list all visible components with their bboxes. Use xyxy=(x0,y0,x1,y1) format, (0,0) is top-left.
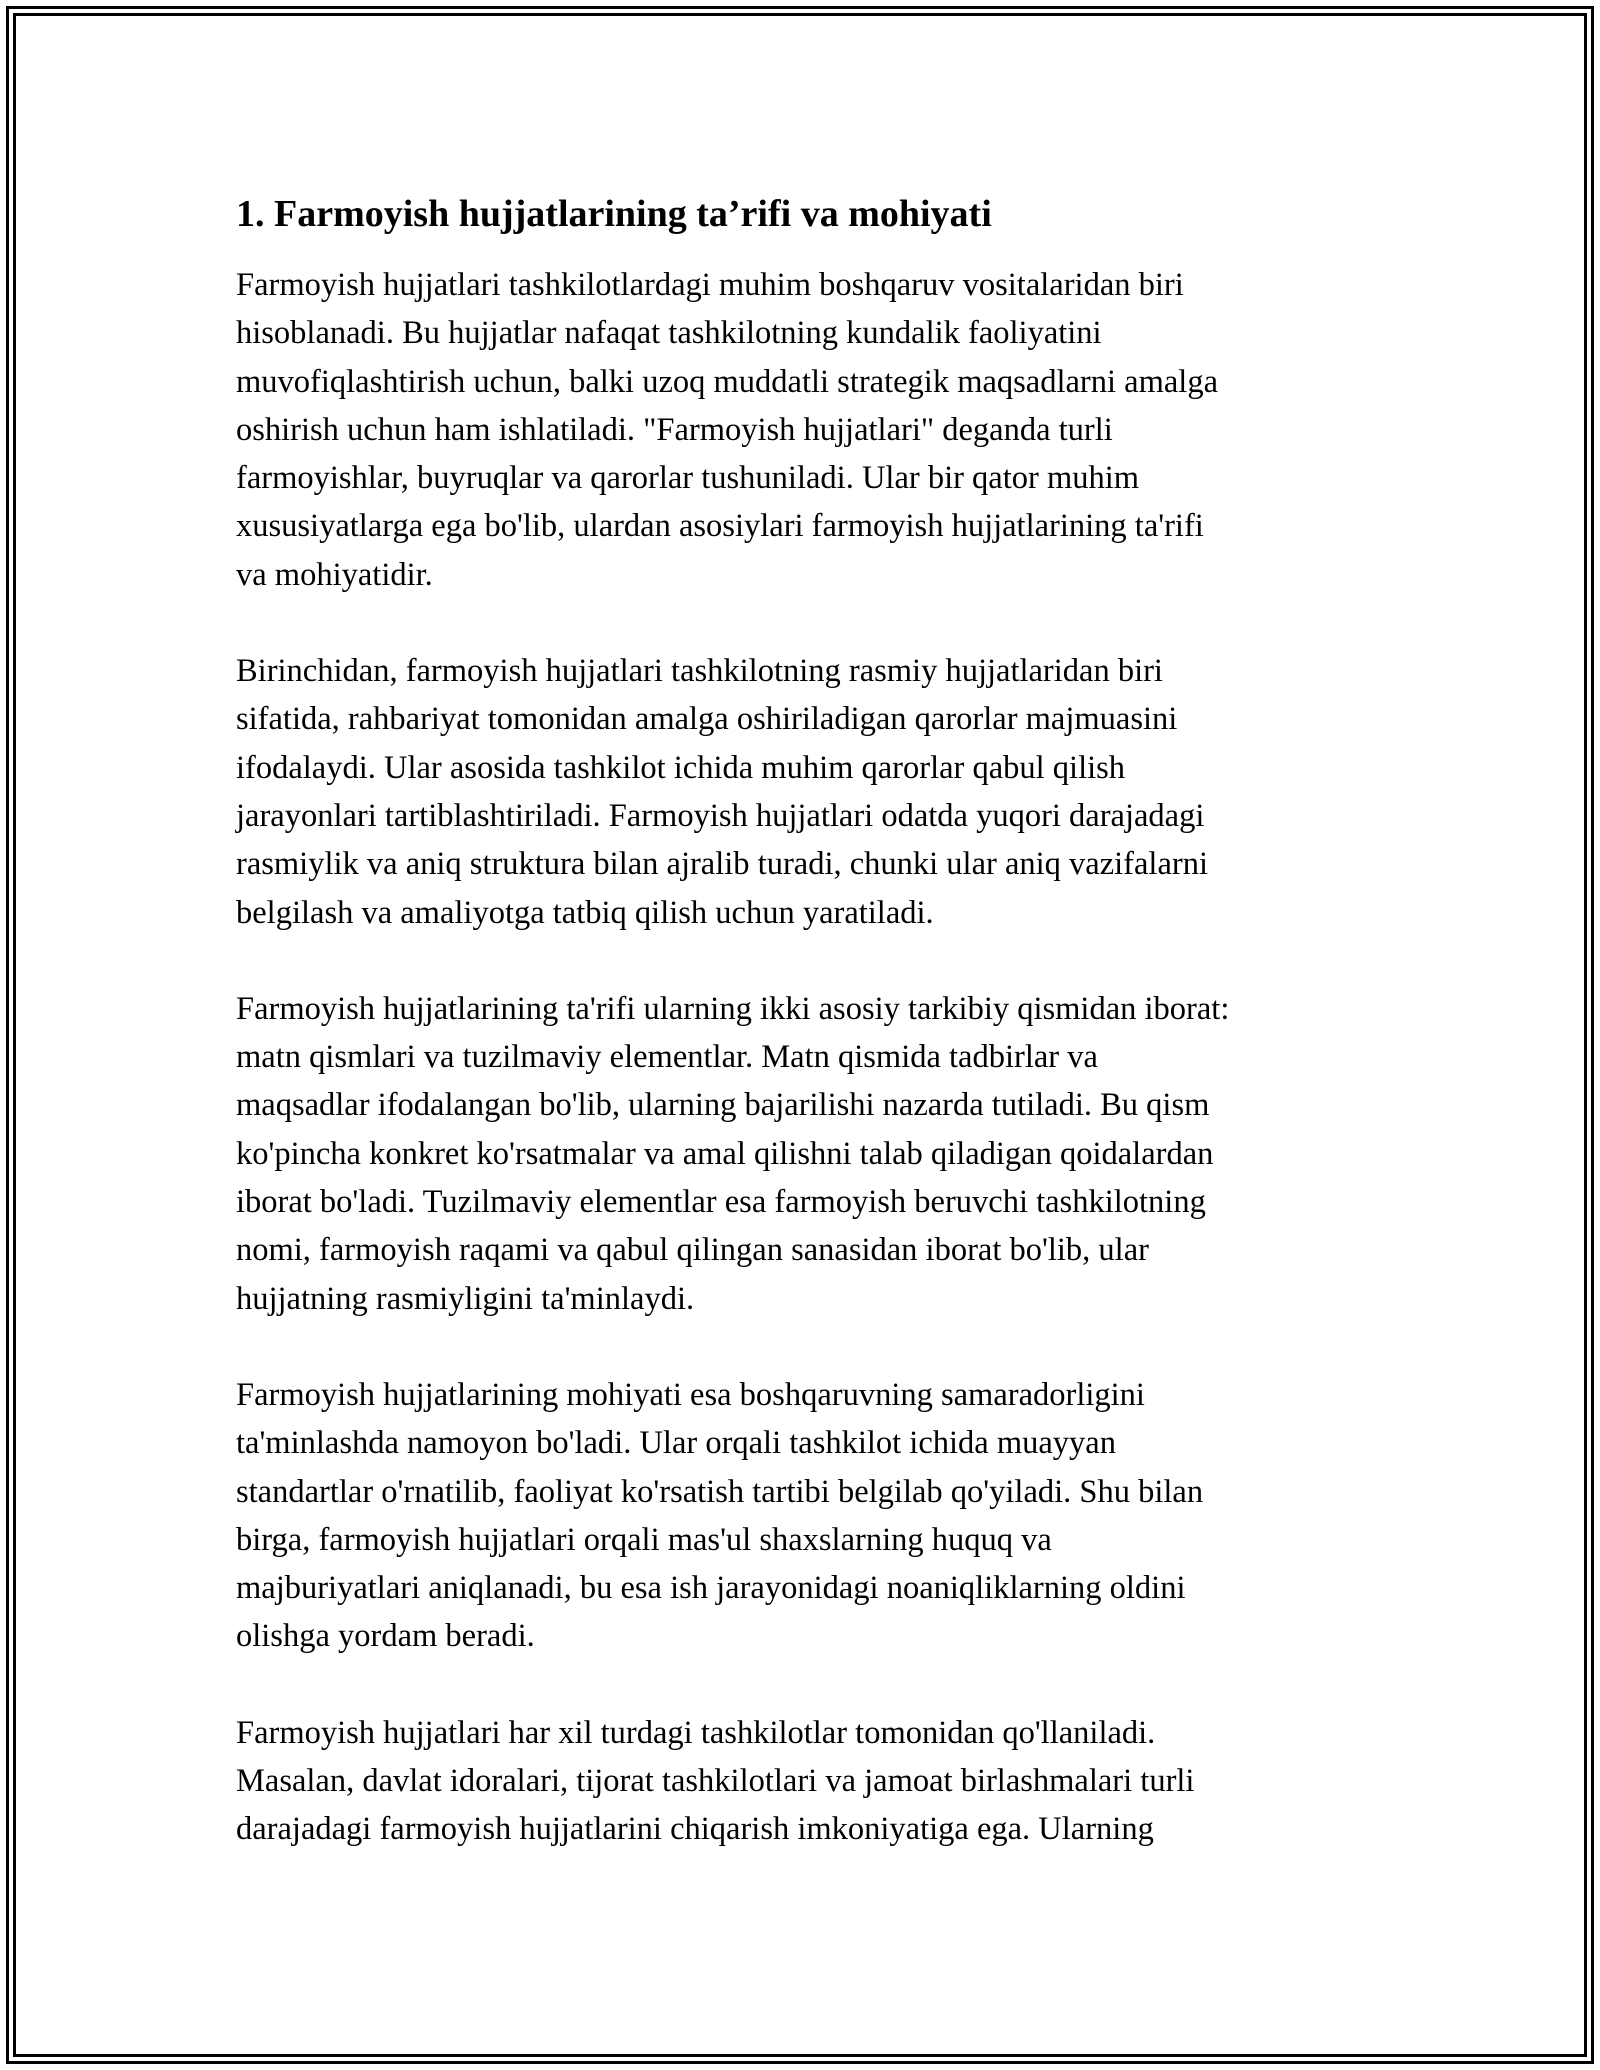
text-line: nomi, farmoyish raqami va qabul qilingan sanasidan iborat bo'lib, ular xyxy=(236,1232,1149,1269)
text-line: oshirish uchun ham ishlatiladi. "Farmoyish hujjatlari" deganda turli xyxy=(236,411,1113,448)
text-line: majburiyatlari aniqlanadi, bu esa ish jarayonidagi noaniqliklarning oldini xyxy=(236,1570,1186,1607)
text-line: Farmoyish hujjatlarining mohiyati esa boshqaruvning samaradorligini xyxy=(236,1376,1145,1413)
text-line: jarayonlari tartiblashtiriladi. Farmoyish hujjatlari odatda yuqori darajadagi xyxy=(236,797,1205,834)
paragraph xyxy=(236,261,1364,599)
text-line: maqsadlar ifodalangan bo'lib, ularning bajarilishi nazarda tutiladi. Bu qism xyxy=(236,1087,1210,1124)
text-line: ta'minlashda namoyon bo'ladi. Ular orqali tashkilot ichida muayyan xyxy=(236,1425,1116,1462)
text-line: Birinchidan, farmoyish hujjatlari tashkilotning rasmiy hujjatlaridan biri xyxy=(236,653,1163,690)
text-line: belgilash va amaliyotga tatbiq qilish uchun yaratiladi. xyxy=(236,894,934,931)
text-line: ifodalaydi. Ular asosida tashkilot ichida muhim qarorlar qabul qilish xyxy=(236,749,1126,786)
text-line: matn qismlari va tuzilmaviy elementlar. Matn qismida tadbirlar va xyxy=(236,1039,1098,1076)
text-line: xususiyatlarga ega bo'lib, ulardan asosiylari farmoyish hujjatlarining ta'rifi xyxy=(236,508,1204,545)
text-line: darajadagi farmoyish hujjatlarini chiqarish imkoniyatiga ega. Ularning xyxy=(236,1811,1154,1848)
text-line: sifatida, rahbariyat tomonidan amalga oshiriladigan qarorlar majmuasini xyxy=(236,701,1178,738)
document-body xyxy=(236,186,1364,1854)
paragraph xyxy=(236,1709,1364,1854)
text-line: rasmiylik va aniq struktura bilan ajralib turadi, chunki ular aniq vazifalarni xyxy=(236,846,1208,883)
text-line: iborat bo'ladi. Tuzilmaviy elementlar esa farmoyish beruvchi tashkilotning xyxy=(236,1184,1206,1221)
text-line: farmoyishlar, buyruqlar va qarorlar tushuniladi. Ular bir qator muhim xyxy=(236,460,1140,497)
text-line: Farmoyish hujjatlarining ta'rifi ularning ikki asosiy tarkibiy qismidan iborat: xyxy=(236,990,1230,1027)
section-heading: 1. Farmoyish hujjatlarining ta’rifi va mohiyati xyxy=(236,193,992,235)
text-line: ko'pincha konkret ko'rsatmalar va amal qilishni talab qiladigan qoidalardan xyxy=(236,1135,1214,1172)
text-line: olishga yordam beradi. xyxy=(236,1618,535,1655)
text-line: muvofiqlashtirish uchun, balki uzoq muddatli strategik maqsadlarni amalga xyxy=(236,363,1218,400)
text-line: hisoblanadi. Bu hujjatlar nafaqat tashkilotning kundalik faoliyatini xyxy=(236,315,1102,352)
text-line: Masalan, davlat idoralari, tijorat tashkilotlari va jamoat birlashmalari turli xyxy=(236,1763,1195,1800)
text-line: birga, farmoyish hujjatlari orqali mas'ul shaxslarning huquq va xyxy=(236,1521,1052,1558)
text-line: va mohiyatidir. xyxy=(236,556,433,593)
paragraph xyxy=(236,985,1364,1323)
text-line: standartlar o'rnatilib, faoliyat ko'rsatish tartibi belgilab qo'yiladi. Shu bilan xyxy=(236,1473,1204,1510)
paragraph xyxy=(236,647,1364,937)
text-line: hujjatning rasmiyligini ta'minlaydi. xyxy=(236,1280,695,1317)
paragraph xyxy=(236,1371,1364,1661)
text-line: Farmoyish hujjatlari har xil turdagi tashkilotlar tomonidan qo'llaniladi. xyxy=(236,1714,1156,1751)
text-line: Farmoyish hujjatlari tashkilotlardagi muhim boshqaruv vositalaridan biri xyxy=(236,267,1184,303)
